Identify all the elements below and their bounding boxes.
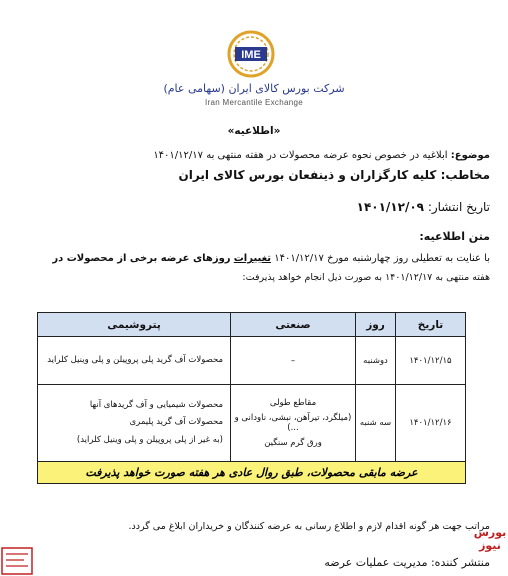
company-name-en: Iran Mercantile Exchange: [205, 98, 303, 107]
recipients-line: [179, 168, 490, 182]
row-industrial: [231, 337, 356, 385]
industrial-item: –: [290, 355, 296, 366]
recipients-text: کلیه کارگزاران و ذینفعان بورس کالای ایران: [178, 168, 437, 182]
table-row: [38, 385, 466, 462]
row-petrochemical: [38, 337, 231, 385]
publication-label: تاریخ انتشار:: [427, 200, 490, 214]
subject-label: موضوع:: [450, 150, 490, 161]
header-petrochemical: پتروشیمی: [38, 313, 231, 337]
row-date: ۱۴۰۱/۱۲/۱۶: [396, 385, 466, 462]
industrial-item: ورق گرم سنگین: [264, 438, 322, 448]
petrochemical-item: محصولات شیمیایی و آف گریدهای آنها: [89, 400, 223, 411]
row-industrial: [231, 385, 356, 462]
subject-line: [153, 150, 490, 161]
header-industrial: صنعتی: [231, 313, 356, 337]
petrochemical-item: محصولات آف گرید پلی پروپیلن و پلی وینیل کلراید: [47, 354, 223, 365]
petrochemical-item: محصولات آف گرید پلیمری: [129, 417, 223, 428]
stamp-icon: [0, 544, 34, 576]
table-row: [38, 337, 466, 385]
row-petrochemical: [38, 385, 231, 462]
row-day: دوشنبه: [356, 337, 396, 385]
notice-title: «اطلاعیه»: [227, 125, 281, 137]
closing-text: مراتب جهت هر گونه اقدام لازم و اطلاع رسانی به عرضه کنندگان و خریداران ابلاغ می گردد.: [128, 521, 490, 532]
table-note: عرضه مابقی محصولات، طبق روال عادی هر هفته صورت خواهد پذیرفت: [38, 462, 466, 484]
industrial-item: (میلگرد، تیرآهن، نبشی، ناودانی و ...): [234, 413, 352, 433]
recipients-label: مخاطب:: [440, 168, 490, 182]
body-line-1-prefix: با عنایت به تعطیلی روز چهارشنبه مورخ ۱۴۰۱/۱۲/۱۷: [274, 253, 490, 264]
table-header-row: [38, 313, 466, 337]
header-date: تاریخ: [396, 313, 466, 337]
table-note-row: [38, 462, 466, 484]
row-day: سه شنبه: [356, 385, 396, 462]
body-line-2: هفته منتهی به ۱۴۰۱/۱۲/۱۷ به صورت ذیل انجام خواهد پذیرفت:: [242, 272, 490, 283]
company-name-fa: شرکت بورس کالای ایران (سهامی عام): [163, 82, 345, 95]
body-line-1-suffix: روزهای عرضه برخی از محصولات در: [52, 253, 231, 264]
row-date: ۱۴۰۱/۱۲/۱۵: [396, 337, 466, 385]
publisher-line: منتشر کننده: مدیریت عملیات عرضه: [324, 556, 490, 569]
industrial-item: مقاطع طولی: [269, 398, 317, 408]
body-heading: متن اطلاعیه:: [419, 230, 490, 243]
header-day: روز: [356, 313, 396, 337]
publication-date: ۱۴۰۱/۱۲/۰۹: [356, 200, 424, 214]
logo-text: IME: [241, 49, 261, 61]
body-line-1: [52, 253, 490, 264]
schedule-table: [37, 312, 466, 484]
body-line-1-underlined: تغییرات: [233, 253, 272, 264]
subject-text: ابلاغیه در خصوص نحوه عرضه محصولات در هفته منتهی به ۱۴۰۱/۱۲/۱۷: [153, 150, 448, 161]
publication-date-line: [357, 200, 490, 214]
petrochemical-item: (به غیر از پلی پروپیلن و پلی وینیل کلراید): [76, 434, 223, 445]
watermark-logo: بورس نیوز: [473, 526, 507, 552]
